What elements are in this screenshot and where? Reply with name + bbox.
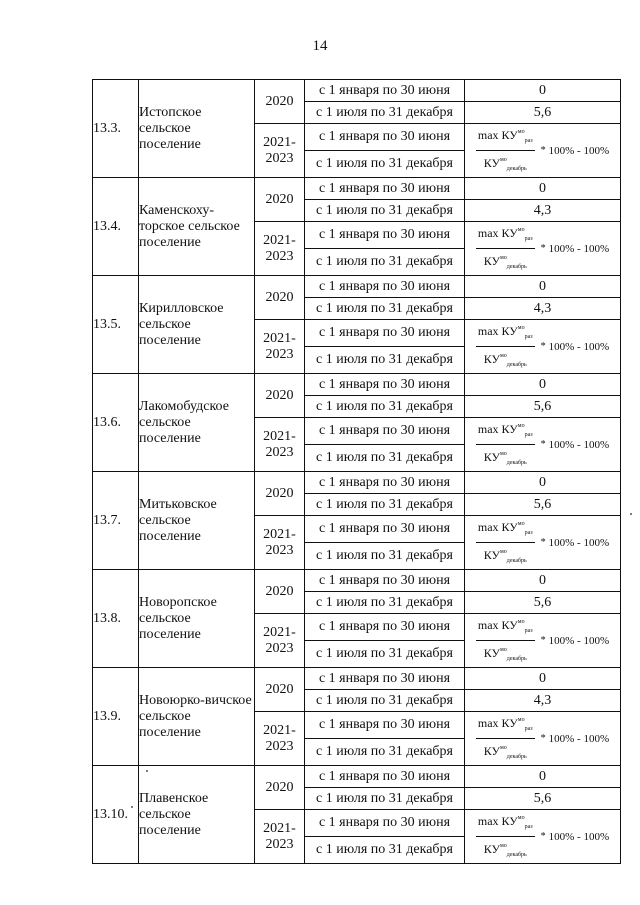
value-cell: 0	[465, 766, 621, 788]
formula-sup: мо	[517, 423, 525, 429]
formula-sup: мо	[517, 815, 525, 821]
settlement-name: Истопское сельское поселение	[139, 80, 255, 178]
formula-multiply: *	[540, 830, 546, 842]
formula-tail: 100% - 100%	[548, 242, 610, 255]
formula-sup: мо	[499, 157, 507, 163]
period-cell: с 1 января по 30 июня	[305, 222, 465, 249]
period-cell: с 1 июля по 31 декабря	[305, 641, 465, 668]
tariff-table	[92, 79, 621, 864]
formula-multiply: *	[540, 340, 546, 352]
row-number: 13.7.	[93, 472, 139, 570]
period-cell: с 1 июля по 31 декабря	[305, 837, 465, 864]
formula-ku: КУ	[483, 450, 500, 464]
formula-multiply: *	[540, 438, 546, 450]
formula-denominator	[484, 641, 527, 667]
formula-ku: КУ	[501, 422, 518, 436]
value-cell: 5,6	[465, 788, 621, 810]
formula-tail: 100% - 100%	[548, 634, 610, 647]
scan-speck	[630, 513, 632, 515]
period-cell: с 1 января по 30 июня	[305, 418, 465, 445]
year-cell: 2021-2023	[255, 516, 305, 570]
period-cell: с 1 января по 30 июня	[305, 712, 465, 739]
formula-max: max	[477, 520, 499, 534]
period-cell: с 1 июля по 31 декабря	[305, 445, 465, 472]
formula-tail: 100% - 100%	[548, 830, 610, 843]
settlement-name: Митьковское сельское поселение	[139, 472, 255, 570]
formula-tail: 100% - 100%	[548, 536, 610, 549]
value-cell: 0	[465, 374, 621, 396]
formula-sup: мо	[517, 521, 525, 527]
value-cell: 0	[465, 472, 621, 494]
formula-ku: КУ	[483, 548, 500, 562]
period-cell: с 1 января по 30 июня	[305, 668, 465, 690]
year-cell: 2020	[255, 374, 305, 418]
period-cell: с 1 июля по 31 декабря	[305, 739, 465, 766]
row-number: 13.8.	[93, 570, 139, 668]
year-cell: 2021-2023	[255, 320, 305, 374]
period-cell: с 1 января по 30 июня	[305, 614, 465, 641]
formula-max: max	[477, 422, 499, 436]
period-cell: с 1 июля по 31 декабря	[305, 592, 465, 614]
settlement-name: Кирилловское сельское поселение	[139, 276, 255, 374]
settlement-name: Каменскоху-торское сельское поселение	[139, 178, 255, 276]
formula-numerator	[476, 810, 535, 837]
formula-sup: мо	[517, 227, 525, 233]
period-cell: с 1 января по 30 июня	[305, 516, 465, 543]
formula-numerator	[476, 222, 535, 249]
value-cell: 0	[465, 80, 621, 102]
year-cell: 2020	[255, 472, 305, 516]
formula-sub: раз	[524, 530, 533, 536]
period-cell: с 1 июля по 31 декабря	[305, 543, 465, 570]
formula-sup: мо	[517, 717, 525, 723]
formula-sub: декабрь	[506, 852, 527, 858]
value-cell: 0	[465, 570, 621, 592]
formula-ku: КУ	[501, 226, 518, 240]
formula-fraction	[476, 124, 535, 177]
formula-ku: КУ	[501, 814, 518, 828]
formula-max: max	[477, 128, 499, 142]
formula-sub: декабрь	[506, 656, 527, 662]
formula-ku: КУ	[501, 716, 518, 730]
formula-sub: раз	[524, 334, 533, 340]
year-cell: 2021-2023	[255, 124, 305, 178]
formula-cell	[465, 810, 621, 864]
table-row	[93, 80, 621, 102]
coefficient-formula	[465, 614, 620, 667]
table-row	[93, 178, 621, 200]
row-number: 13.10.	[93, 766, 139, 864]
table-row	[93, 570, 621, 592]
formula-cell	[465, 320, 621, 374]
year-cell: 2020	[255, 766, 305, 810]
formula-fraction	[476, 222, 535, 275]
table-row	[93, 374, 621, 396]
value-cell: 4,3	[465, 200, 621, 222]
formula-fraction	[476, 712, 535, 765]
formula-fraction	[476, 810, 535, 863]
formula-cell	[465, 516, 621, 570]
formula-sup: мо	[499, 745, 507, 751]
table-row	[93, 668, 621, 690]
settlement-name: Плавенское сельское поселение	[139, 766, 255, 864]
period-cell: с 1 января по 30 июня	[305, 766, 465, 788]
formula-sup: мо	[499, 647, 507, 653]
formula-max: max	[477, 618, 499, 632]
year-cell: 2021-2023	[255, 810, 305, 864]
coefficient-formula	[465, 124, 620, 177]
row-number: 13.3.	[93, 80, 139, 178]
formula-multiply: *	[540, 242, 546, 254]
formula-tail: 100% - 100%	[548, 340, 610, 353]
period-cell: с 1 января по 30 июня	[305, 276, 465, 298]
row-number: 13.5.	[93, 276, 139, 374]
coefficient-formula	[465, 320, 620, 373]
formula-tail: 100% - 100%	[548, 438, 610, 451]
formula-sub: декабрь	[506, 264, 527, 270]
period-cell: с 1 июля по 31 декабря	[305, 102, 465, 124]
settlement-name: Новоюрко-вичское сельское поселение	[139, 668, 255, 766]
period-cell: с 1 июля по 31 декабря	[305, 151, 465, 178]
period-cell: с 1 января по 30 июня	[305, 124, 465, 151]
period-cell: с 1 января по 30 июня	[305, 80, 465, 102]
formula-sub: раз	[524, 726, 533, 732]
formula-cell	[465, 222, 621, 276]
period-cell: с 1 июля по 31 декабря	[305, 690, 465, 712]
row-number: 13.6.	[93, 374, 139, 472]
coefficient-formula	[465, 222, 620, 275]
formula-sup: мо	[517, 129, 525, 135]
formula-denominator	[484, 445, 527, 471]
year-cell: 2020	[255, 276, 305, 320]
formula-denominator	[484, 739, 527, 765]
year-cell: 2020	[255, 668, 305, 712]
formula-cell	[465, 712, 621, 766]
formula-numerator	[476, 320, 535, 347]
formula-sub: раз	[524, 138, 533, 144]
formula-fraction	[476, 418, 535, 471]
value-cell: 5,6	[465, 494, 621, 516]
formula-multiply: *	[540, 634, 546, 646]
coefficient-formula	[465, 516, 620, 569]
value-cell: 0	[465, 178, 621, 200]
formula-ku: КУ	[501, 520, 518, 534]
formula-ku: КУ	[483, 254, 500, 268]
table-row	[93, 276, 621, 298]
formula-max: max	[477, 324, 499, 338]
formula-sup: мо	[499, 549, 507, 555]
value-cell: 0	[465, 668, 621, 690]
formula-sub: раз	[524, 432, 533, 438]
formula-sup: мо	[517, 619, 525, 625]
formula-denominator	[484, 543, 527, 569]
formula-numerator	[476, 418, 535, 445]
value-cell: 4,3	[465, 690, 621, 712]
value-cell: 5,6	[465, 396, 621, 418]
formula-sup: мо	[499, 255, 507, 261]
formula-sup: мо	[499, 451, 507, 457]
formula-cell	[465, 614, 621, 668]
formula-sup: мо	[517, 325, 525, 331]
year-cell: 2020	[255, 178, 305, 222]
formula-multiply: *	[540, 732, 546, 744]
formula-ku: КУ	[483, 646, 500, 660]
formula-numerator	[476, 516, 535, 543]
formula-sub: раз	[524, 824, 533, 830]
formula-fraction	[476, 516, 535, 569]
formula-sup: мо	[499, 843, 507, 849]
scan-speck	[131, 806, 133, 808]
formula-sub: декабрь	[506, 754, 527, 760]
period-cell: с 1 января по 30 июня	[305, 320, 465, 347]
period-cell: с 1 января по 30 июня	[305, 570, 465, 592]
formula-ku: КУ	[501, 324, 518, 338]
period-cell: с 1 июля по 31 декабря	[305, 298, 465, 320]
formula-tail: 100% - 100%	[548, 144, 610, 157]
formula-tail: 100% - 100%	[548, 732, 610, 745]
period-cell: с 1 января по 30 июня	[305, 810, 465, 837]
formula-max: max	[477, 716, 499, 730]
year-cell: 2020	[255, 570, 305, 614]
formula-max: max	[477, 226, 499, 240]
coefficient-formula	[465, 712, 620, 765]
period-cell: с 1 января по 30 июня	[305, 178, 465, 200]
formula-ku: КУ	[483, 842, 500, 856]
formula-numerator	[476, 124, 535, 151]
formula-denominator	[484, 347, 527, 373]
formula-multiply: *	[540, 536, 546, 548]
period-cell: с 1 июля по 31 декабря	[305, 249, 465, 276]
period-cell: с 1 июля по 31 декабря	[305, 347, 465, 374]
value-cell: 0	[465, 276, 621, 298]
formula-denominator	[484, 249, 527, 275]
formula-ku: КУ	[483, 352, 500, 366]
page-number: 14	[312, 38, 328, 54]
year-cell: 2021-2023	[255, 222, 305, 276]
table-row	[93, 766, 621, 788]
coefficient-formula	[465, 810, 620, 863]
formula-cell	[465, 418, 621, 472]
settlement-name: Новоропское сельское поселение	[139, 570, 255, 668]
period-cell: с 1 января по 30 июня	[305, 472, 465, 494]
row-number: 13.9.	[93, 668, 139, 766]
formula-sub: декабрь	[506, 460, 527, 466]
formula-numerator	[476, 614, 535, 641]
formula-ku: КУ	[483, 156, 500, 170]
formula-sub: декабрь	[506, 166, 527, 172]
scan-speck	[146, 770, 148, 772]
period-cell: с 1 июля по 31 декабря	[305, 494, 465, 516]
value-cell: 5,6	[465, 592, 621, 614]
formula-numerator	[476, 712, 535, 739]
settlement-name: Лакомобудское сельское поселение	[139, 374, 255, 472]
formula-sub: раз	[524, 236, 533, 242]
formula-sub: декабрь	[506, 558, 527, 564]
value-cell: 5,6	[465, 102, 621, 124]
value-cell: 4,3	[465, 298, 621, 320]
formula-ku: КУ	[501, 618, 518, 632]
row-number: 13.4.	[93, 178, 139, 276]
coefficient-formula	[465, 418, 620, 471]
formula-cell	[465, 124, 621, 178]
year-cell: 2020	[255, 80, 305, 124]
formula-fraction	[476, 614, 535, 667]
formula-fraction	[476, 320, 535, 373]
formula-max: max	[477, 814, 499, 828]
formula-ku: КУ	[483, 744, 500, 758]
year-cell: 2021-2023	[255, 712, 305, 766]
period-cell: с 1 июля по 31 декабря	[305, 396, 465, 418]
table-row	[93, 472, 621, 494]
year-cell: 2021-2023	[255, 614, 305, 668]
year-cell: 2021-2023	[255, 418, 305, 472]
formula-sup: мо	[499, 353, 507, 359]
formula-denominator	[484, 837, 527, 863]
period-cell: с 1 января по 30 июня	[305, 374, 465, 396]
formula-ku: КУ	[501, 128, 518, 142]
formula-sub: декабрь	[506, 362, 527, 368]
formula-multiply: *	[540, 144, 546, 156]
formula-sub: раз	[524, 628, 533, 634]
period-cell: с 1 июля по 31 декабря	[305, 788, 465, 810]
formula-denominator	[484, 151, 527, 177]
period-cell: с 1 июля по 31 декабря	[305, 200, 465, 222]
